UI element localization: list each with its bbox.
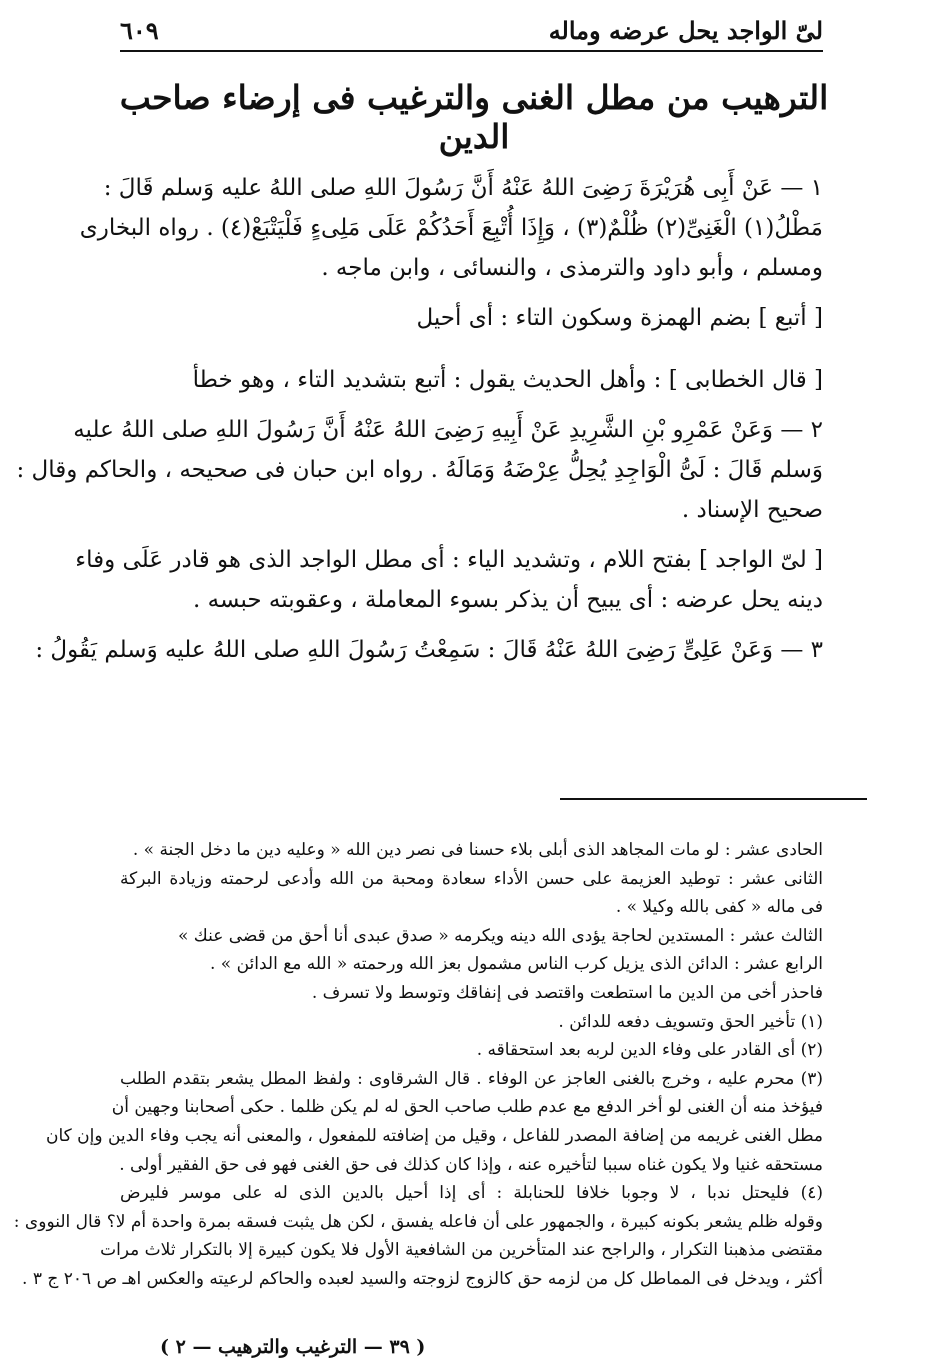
hadith-2-line: ٢ — وَعَنْ عَمْرِو بْنِ الشَّرِيدِ عَنْ أَبِيهِ رَضِىَ اللهُ عَنْهُ أَنَّ رَسُولَ اللهِ صلى اللهُ عليه — [73, 417, 823, 443]
footnote-line: مطل الغنى غريمه من إضافة المصدر للفاعل ، وقيل من إضافته للمفعول ، والمعنى أنه يجب وفاء الدين وإن كان — [45, 1125, 823, 1146]
footnotes — [13, 836, 823, 1294]
hadith-1-line: مَطْلُ(١) الْغَنِىِّ(٢) ظُلْمٌ(٣) ، وَإِذَا أُتْبِعَ أَحَدُكُمْ عَلَى مَلِىءٍ فَلْيَتْبَعْ(٤) . رواه البخارى — [79, 215, 823, 241]
footnote-line: فاحذر أخى من الدين ما استطعت واقتصد فى إنفاقك وتوسط ولا تسرف . — [311, 982, 823, 1003]
running-title: لىّ الواجد يحل عرضه وماله — [548, 15, 823, 45]
footnote-line: الرابع عشر : الدائن الذى يزيل كرب الناس مشمول بعز الله ورحمته « الله مع الدائن » . — [210, 954, 823, 975]
signature-mark: ( ٣٩ — الترغيب والترهيب — ٢ ) — [160, 1336, 426, 1358]
footnote-line: الحادى عشر : لو مات المجاهد الذى أبلى بلاء حسنا فى نصر دين الله « وعليه دين ما دخل الجنة » . — [132, 840, 823, 860]
hadith-3-line: ٣ — وَعَنْ عَلِىٍّ رَضِىَ اللهُ عَنْهُ قَالَ : سَمِعْتُ رَسُولَ اللهِ صلى اللهُ عليه وَسلم يَقُولُ : — [35, 637, 823, 663]
hadith-2-line: صحيح الإسناد . — [681, 497, 823, 523]
hadith-1-line: ومسلم ، وأبو داود والترمذى ، والنسائى ، وابن ماجه . — [321, 255, 823, 281]
gloss-atbi: [ أتبع ] بضم الهمزة وسكون التاء : أى أحيل — [416, 305, 823, 331]
footnote-line: (١) تأخير الحق وتسويف دفعه للدائن . — [558, 1011, 823, 1032]
footnote-line: (٣) محرم عليه ، وخرج بالغنى العاجز عن الوفاء . قال الشرقاوى : ولفظ المطل يشعر بتقدم الطلب — [120, 1068, 823, 1089]
gloss-layy-line: دينه يحل عرضه : أى يبيح أن يذكر بسوء المعاملة ، وعقوبته حبسه . — [192, 587, 823, 613]
chapter-title: الترهيب من مطل الغنى والترغيب فى إرضاء صاحب الدين — [119, 78, 829, 156]
gloss-layy-line: [ لىّ الواجد ] بفتح اللام ، وتشديد الياء : أى مطل الواجد الذى هو قادر عَلَى وفاء — [75, 547, 823, 573]
footnote-line: (٤) فليحتل ندبا ، لا وجوبا خلافا للحنابلة : أى إذا أحيل بالدين الذى له على موسر فليرض — [120, 1183, 823, 1204]
hadith-1-line: ١ — عَنْ أَبِى هُرَيْرَةَ رَضِىَ اللهُ عَنْهُ أَنَّ رَسُولَ اللهِ صلى اللهُ عليه وَسلم قَالَ : — [103, 175, 823, 201]
page-number: ٦٠٩ — [120, 15, 159, 45]
page-header — [120, 12, 823, 48]
footnote-rule — [560, 798, 867, 800]
footnote-line: أكثر ، ويدخل فى المماطل كل من لزمه حق كالزوج لزوجته والسيد لعبده والحاكم لرعيته والعكس اهـ ص ٢٠٦ ج ٣ . — [22, 1268, 823, 1289]
footnote-line: وقوله ظلم يشعر بكونه كبيرة ، والجمهور على أن فاعله يفسق ، لكن هل يثبت فسقه بمرة واحدة أم لا؟ قال النووى : — [13, 1211, 823, 1232]
footnote-line: الثانى عشر : توطيد العزيمة على حسن الأداء سعادة ومحبة من الله وأدعى لرحمته وزيادة البركة — [120, 868, 823, 889]
footnote-line: مستحقه غنيا ولا يكون غناه سببا لتأخيره عنه ، وإذا كان كذلك فى حق الغنى فهو فى حق الفقير أولى . — [119, 1154, 823, 1175]
header-rule — [120, 50, 823, 52]
footnote-line: فى ماله « كفى بالله وكيلا » . — [615, 897, 823, 918]
hadith-2-line: وَسلم قَالَ : لَىُّ الْوَاجِدِ يُحِلُّ عِرْضَهُ وَمَالَهُ . رواه ابن حبان فى صحيحه ، والحاكم وقال : — [16, 457, 823, 483]
main-text — [16, 168, 823, 670]
footnote-line: (٢) أى القادر على وفاء الدين لربه بعد استحقاقه . — [476, 1040, 823, 1061]
gloss-khattabi: [ قال الخطابى ] : وأهل الحديث يقول : أتبع بتشديد التاء ، وهو خطأ — [192, 367, 823, 393]
footnote-line: فيؤخذ منه أن الغنى لو أخر الدفع مع عدم طلب صاحب الحق له لم يكن ظلما . حكى أصحابنا وجهين أن — [111, 1097, 823, 1118]
footnote-line: مقتضى مذهبنا التكرار ، والراجح عند المتأخرين من الشافعية الأول فلا يكون كبيرة إلا بالتكرار ثلاث مرات — [100, 1240, 823, 1261]
footnote-line: الثالث عشر : المستدين لحاجة يؤدى الله دينه ويكرمه « صدق عبدى أنا أحق من قضى عنك » — [177, 925, 823, 946]
